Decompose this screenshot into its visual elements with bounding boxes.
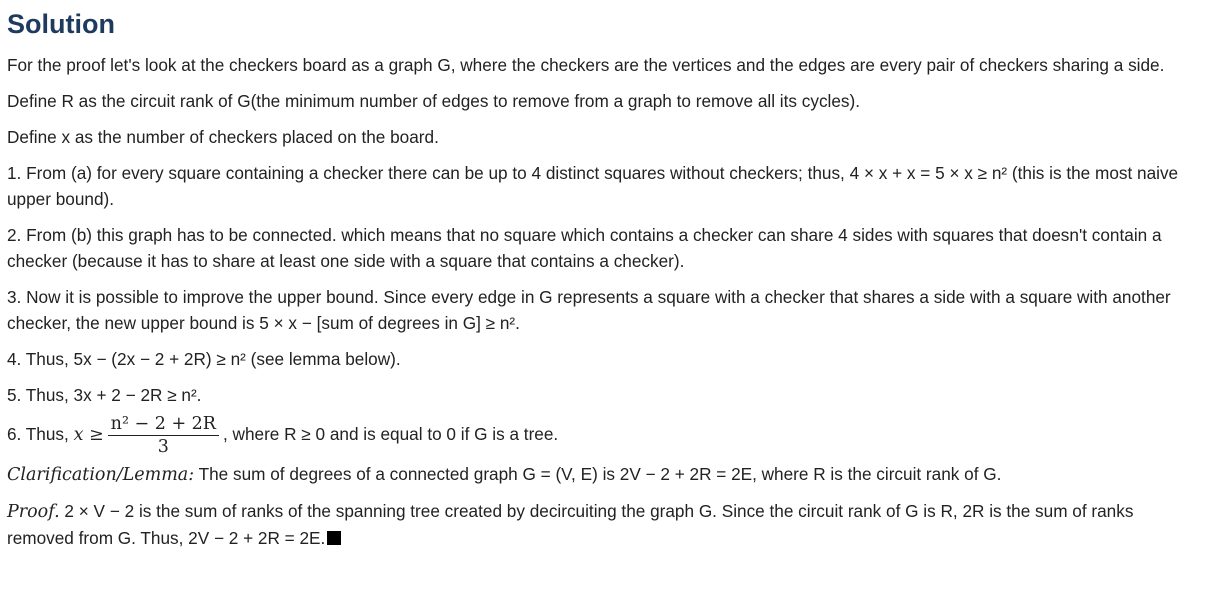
proof-label: Proof. [7, 502, 60, 522]
step-6-prefix: 6. Thus, [7, 424, 74, 444]
lemma-text: The sum of degrees of a connected graph G = (V, E) is 2V − 2 + 2R = 2E, where R is the circuit rank of G. [194, 464, 1002, 484]
step-1: 1. From (a) for every square containing a checker there can be up to 4 distinct squares without checkers; thus, 4 × x + x = 5 × x ≥ n² (this is the most naive upper bound). [7, 163, 1179, 209]
step-6 [7, 408, 1203, 461]
proof-paragraph [7, 498, 1203, 551]
lemma-label: Clarification/Lemma: [7, 465, 195, 485]
intro-paragraph: For the proof let's look at the checkers board as a graph G, where the checkers are the vertices and the edges are every pair of checkers sharing a side. [7, 55, 1165, 75]
step-6-lhs: x ≥ [73, 425, 104, 445]
step-5: 5. Thus, 3x + 2 − 2R ≥ n². [7, 385, 202, 405]
define-r-paragraph: Define R as the circuit rank of G(the minimum number of edges to remove from a graph to remove all its cycles). [7, 91, 861, 111]
define-x-paragraph: Define x as the number of checkers placed on the board. [7, 127, 439, 147]
step-6-fraction [108, 413, 219, 458]
step-4: 4. Thus, 5x − (2x − 2 + 2R) ≥ n² (see lemma below). [7, 349, 401, 369]
step-2: 2. From (b) this graph has to be connected. which means that no square which contains a checker can share 4 sides with squares that doesn't contain a checker (because it has to share at least one side with a square that contains a checker). [7, 225, 1162, 271]
fraction-denominator: 3 [157, 436, 169, 457]
page-title: Solution [7, 9, 115, 39]
step-3: 3. Now it is possible to improve the upper bound. Since every edge in G represents a square with a checker that shares a side with a square with another checker, the new upper bound is 5 × x − [sum of degrees in G] ≥ n². [7, 287, 1171, 333]
fraction-numerator: n² − 2 + 2R [108, 413, 219, 436]
qed-square-icon [327, 531, 341, 545]
proof-text: 2 × V − 2 is the sum of ranks of the spanning tree created by decircuiting the graph G. Since the circuit rank of G is R, 2R is the sum of ranks removed from G. Thus, 2V − 2 + 2R = 2E. [7, 501, 1134, 548]
lemma-paragraph [7, 461, 1203, 488]
step-6-suffix: , where R ≥ 0 and is equal to 0 if G is a tree. [222, 424, 559, 444]
